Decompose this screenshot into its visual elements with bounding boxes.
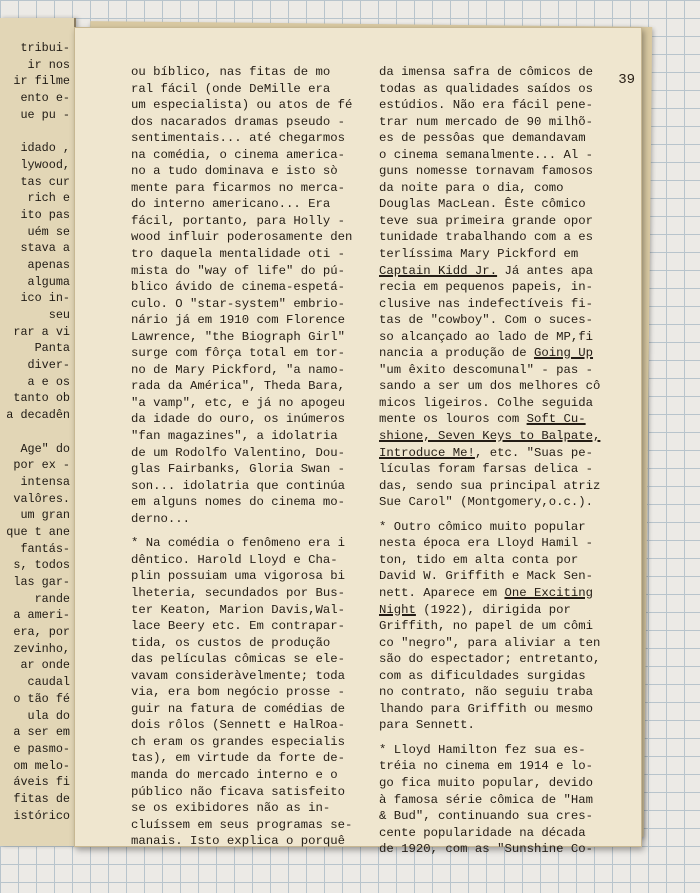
text-line	[379, 213, 619, 230]
text-line: dos nacarados dramas pseudo -	[131, 114, 346, 129]
text-segment: da noite para o dia, como	[379, 180, 564, 195]
previous-page-line: istórico	[13, 808, 70, 823]
previous-page-line: a ser em	[13, 725, 70, 740]
text-line	[379, 378, 619, 395]
underlined-title: One Exciting	[504, 585, 594, 600]
previous-page-line: ento e-	[20, 91, 70, 106]
paragraph	[131, 535, 357, 849]
text-segment: tunidade trabalhando com a es	[379, 230, 594, 245]
previous-page-line: intensa	[20, 474, 70, 489]
text-line	[379, 229, 619, 246]
text-line	[379, 651, 619, 668]
text-segment: recia em pequenos papeis, in-	[379, 280, 594, 295]
text-line: derno...	[131, 511, 191, 526]
text-line: no a tudo dominava e isto sò	[131, 164, 338, 179]
text-segment: cente popularidade na década	[379, 825, 586, 840]
text-line	[379, 742, 619, 759]
text-segment: Douglas MacLean. Êste cômico	[379, 197, 586, 212]
text-line: guir na fatura de comédias de	[131, 701, 346, 716]
text-line	[379, 345, 619, 362]
text-line: mista do "way of life" do pú-	[131, 263, 346, 278]
previous-page-line: ir filme	[13, 74, 70, 89]
text-line	[379, 411, 619, 428]
previous-page-line: um gran	[20, 508, 70, 523]
previous-page-line: ue pu -	[20, 107, 70, 122]
text-line: se os exibidores não as in-	[131, 801, 331, 816]
text-line	[379, 717, 619, 734]
text-segment: no contrato, não seguiu traba	[379, 685, 594, 700]
text-line: lheteria, secundados por Bus-	[131, 585, 346, 600]
text-segment: sando a ser um dos melhores cô	[379, 379, 601, 394]
previous-page-line: s, todos	[13, 558, 70, 573]
text-segment: tas de "cowboy". Com o suces-	[379, 313, 594, 328]
text-line	[379, 478, 619, 495]
text-line: ter Keaton, Marion Davis,Wal-	[131, 602, 346, 617]
previous-page-line: ar onde	[20, 658, 70, 673]
previous-page-line: zevinho,	[13, 641, 70, 656]
text-line	[379, 775, 619, 792]
text-segment: go fica muito popular, devido	[379, 775, 594, 790]
previous-page-line	[0, 424, 74, 441]
text-segment: (1922), dirigida por	[415, 602, 571, 617]
text-line: cluíssem em seus programas se-	[131, 817, 353, 832]
text-segment: lículas foram farsas delica -	[379, 462, 594, 477]
previous-page-line: Age" do	[20, 441, 70, 456]
text-segment: tréia no cinema em 1914 e lo-	[379, 759, 594, 774]
text-line	[379, 362, 619, 379]
text-segment: da imensa safra de cômicos de	[379, 65, 594, 79]
text-segment: * Lloyd Hamilton fez sua es-	[379, 742, 586, 757]
text-line	[379, 825, 619, 842]
previous-page-line: fantás-	[20, 541, 70, 556]
text-segment: clusive nas indefectíveis fi-	[379, 296, 594, 311]
text-line	[379, 196, 619, 213]
text-segment: trar num mercado de 90 milhõ-	[379, 114, 594, 129]
page-number: 39	[618, 72, 635, 88]
previous-page-line: e pasmo-	[13, 741, 70, 756]
text-segment: são do espectador; entretanto,	[379, 652, 601, 667]
previous-page-line: lywood,	[20, 157, 70, 172]
text-segment: com as dificuldades surgidas	[379, 668, 586, 683]
underlined-title: Introduce Me!	[379, 445, 475, 460]
previous-page-line: apenas	[27, 257, 70, 272]
text-line: culo. O "star-system" embrio-	[131, 296, 346, 311]
text-line	[379, 163, 619, 180]
text-line: vavam consideràvelmente; toda	[131, 668, 346, 683]
previous-page-line: stava a	[20, 241, 70, 256]
previous-page-line: seu	[48, 308, 70, 322]
text-line: tro daquela mentalidade oti -	[131, 247, 346, 262]
previous-page-line: por ex -	[13, 458, 70, 473]
text-line: público não ficava satisfeito	[131, 784, 346, 799]
previous-page-line: idado ,	[20, 141, 70, 156]
text-segment: para Sennett.	[379, 718, 475, 733]
text-line	[379, 428, 619, 445]
previous-page-line: Panta	[34, 341, 70, 356]
previous-page-line: áveis fi	[13, 775, 70, 790]
text-segment: teve sua primeira grande opor	[379, 213, 594, 228]
previous-page-line: que t ane	[6, 524, 70, 539]
previous-page-line: era, por	[13, 625, 70, 640]
text-line	[379, 841, 619, 858]
text-line	[379, 792, 619, 809]
previous-page-line: diver-	[27, 358, 70, 373]
text-segment: * Outro cômico muito popular	[379, 519, 586, 534]
text-line: son... idolatria que continúa	[131, 478, 346, 493]
previous-page-line: fitas de	[13, 791, 70, 806]
text-line	[379, 635, 619, 652]
text-line: mente para ficarmos no merca-	[131, 180, 346, 195]
text-segment: so alcançado ao lado de MP,fi	[379, 329, 594, 344]
text-segment: & Bud", continuando sua cres-	[379, 809, 594, 824]
previous-page-line: caudal	[27, 675, 70, 690]
text-segment: estúdios. Não era fácil pene-	[379, 98, 594, 113]
text-line: nário já em 1910 com Florence	[131, 313, 346, 328]
text-line	[379, 808, 619, 825]
right-column	[379, 64, 619, 858]
text-segment: micos ligeiros. Colhe seguida	[379, 395, 594, 410]
text-segment: terlíssima Mary Pickford em	[379, 247, 579, 262]
underlined-title: Night	[379, 602, 416, 617]
text-segment: à famosa série cômica de "Ham	[379, 792, 594, 807]
text-line	[379, 552, 619, 569]
previous-page	[0, 18, 76, 846]
text-line: "fan magazines", a idolatria	[131, 429, 338, 444]
left-column	[131, 64, 357, 850]
text-segment: de 1920, com as "Sunshine Co-	[379, 842, 594, 857]
text-line: dois rôlos (Sennett e HalRoa-	[131, 718, 346, 733]
text-line	[379, 618, 619, 635]
text-line	[379, 758, 619, 775]
previous-page-line: rar a vi	[13, 324, 70, 339]
text-line	[379, 568, 619, 585]
text-line	[379, 296, 619, 313]
text-line	[379, 279, 619, 296]
previous-page-line: las gar-	[13, 575, 70, 589]
text-line: das películas cômicas se ele-	[131, 652, 346, 667]
text-line	[379, 395, 619, 412]
text-segment: guns nomesse tornavam famosos	[379, 164, 594, 179]
previous-page-line: alguma	[27, 274, 70, 289]
text-segment: nancia a produção de	[379, 346, 534, 361]
text-segment: "um êxito descomunal" - pas -	[379, 362, 594, 377]
paragraph	[379, 742, 619, 858]
previous-page-line: ico in-	[20, 291, 70, 306]
text-line	[379, 114, 619, 131]
previous-page-line: tas cur	[20, 174, 70, 189]
text-line: glas Fairbanks, Gloria Swan -	[131, 462, 346, 477]
underlined-title: Going Up	[533, 346, 594, 361]
text-line: do interno americano... Era	[131, 197, 331, 212]
paragraph	[379, 519, 619, 734]
text-line	[379, 64, 619, 81]
text-segment: co "negro", para aliviar a ten	[379, 635, 601, 650]
text-line: em alguns nomes do cinema mo-	[131, 495, 346, 510]
text-segment: Sue Carol" (Montgomery,o.c.).	[379, 495, 594, 510]
text-segment: ton, tido em alta conta por	[379, 552, 579, 567]
text-line	[379, 312, 619, 329]
underlined-title: Captain Kidd Jr.	[379, 263, 498, 278]
text-line	[379, 494, 619, 511]
previous-page-line	[0, 123, 74, 140]
text-line	[379, 519, 619, 536]
text-line: rada da América", Theda Bara,	[131, 379, 346, 394]
text-line	[379, 535, 619, 552]
text-line: manais. Isto explica o porquê	[131, 834, 346, 849]
previous-page-line: ito pas	[20, 207, 70, 222]
text-segment: , etc. "Suas pe-	[474, 445, 594, 460]
previous-page-text	[0, 40, 74, 824]
text-line	[379, 461, 619, 478]
paragraph	[379, 64, 619, 511]
text-line: blico ávido de cinema-espetá-	[131, 280, 346, 295]
text-line: sentimentais... até chegarmos	[131, 131, 346, 146]
paragraph	[131, 64, 357, 527]
text-line: da idade do ouro, os inúmeros	[131, 412, 346, 427]
text-line: dêntico. Harold Lloyd e Cha-	[131, 552, 338, 567]
previous-page-line: valôres.	[13, 491, 70, 506]
text-line	[379, 701, 619, 718]
text-line: Lawrence, "the Biograph Girl"	[131, 329, 346, 344]
text-line: tas), em virtude da forte de-	[131, 751, 346, 766]
previous-page-line: a e os	[27, 374, 70, 389]
previous-page-line: om melo-	[13, 758, 70, 773]
text-line: um especialista) ou atos de fé	[131, 98, 353, 113]
text-segment: David W. Griffith e Mack Sen-	[379, 569, 594, 584]
text-line: fácil, portanto, para Holly -	[131, 213, 346, 228]
text-segment: das, sendo sua principal atriz	[379, 478, 601, 493]
text-line: lace Beery etc. Em contrapar-	[131, 619, 346, 634]
text-line	[379, 329, 619, 346]
previous-page-line: a ameri-	[13, 608, 70, 623]
text-segment: es de pessôas que demandavam	[379, 131, 586, 146]
underlined-title: shione, Seven Keys to Balpate,	[379, 429, 601, 444]
text-line	[379, 668, 619, 685]
text-line	[379, 180, 619, 197]
text-line: na comédia, o cinema america-	[131, 147, 346, 162]
text-line	[379, 97, 619, 114]
text-segment: o cinema semanalmente... Al -	[379, 147, 594, 162]
previous-page-line: uém se	[27, 224, 70, 239]
text-line: ral fácil (onde DeMille era	[131, 81, 331, 96]
text-line	[379, 445, 619, 462]
text-line	[379, 130, 619, 147]
text-line: surge com fôrça total em tor-	[131, 346, 346, 361]
text-line: tida, os custos de produção	[131, 635, 331, 650]
text-segment: nesta época era Lloyd Hamil -	[379, 536, 594, 551]
text-line: wood influir poderosamente den	[131, 230, 353, 245]
text-line: ou bíblico, nas fitas de mo	[131, 65, 331, 79]
text-line	[379, 263, 619, 280]
text-segment: nett. Aparece em	[379, 585, 505, 600]
text-line	[379, 585, 619, 602]
text-line: no de Mary Pickford, "a namo-	[131, 362, 346, 377]
previous-page-line: rande	[34, 591, 70, 606]
text-line	[379, 602, 619, 619]
text-segment: lhando para Griffith ou mesmo	[379, 701, 594, 716]
text-segment: mente os louros com	[379, 412, 527, 427]
text-line: de um Rodolfo Valentino, Dou-	[131, 445, 346, 460]
text-line: "a vamp", etc, e já no apogeu	[131, 395, 346, 410]
previous-page-line: tanto ob	[13, 391, 70, 406]
previous-page-line: tribui-	[20, 41, 70, 55]
typed-page	[74, 27, 642, 857]
text-segment: todas as qualidades saídos os	[379, 81, 594, 96]
text-line	[379, 81, 619, 98]
text-line	[379, 246, 619, 263]
text-line	[379, 684, 619, 701]
text-line: via, era bom negócio prosse -	[131, 685, 346, 700]
text-line	[379, 147, 619, 164]
underlined-title: Soft Cu-	[526, 412, 586, 427]
previous-page-line: a decadên	[6, 408, 70, 423]
previous-page-line: rich e	[27, 191, 70, 206]
text-line: plin possuiam uma vigorosa bi	[131, 569, 346, 584]
text-line: manda do mercado interno e o	[131, 767, 338, 782]
text-segment: Já antes apa	[497, 263, 594, 278]
text-line: * Na comédia o fenômeno era i	[131, 536, 346, 551]
text-segment: Griffith, no papel de um cômi	[379, 619, 594, 634]
previous-page-line: ir nos	[27, 57, 70, 72]
previous-page-line: ula do	[27, 708, 70, 723]
text-line: ch eram os grandes especialis	[131, 734, 346, 749]
previous-page-line: o tão fé	[13, 691, 70, 706]
